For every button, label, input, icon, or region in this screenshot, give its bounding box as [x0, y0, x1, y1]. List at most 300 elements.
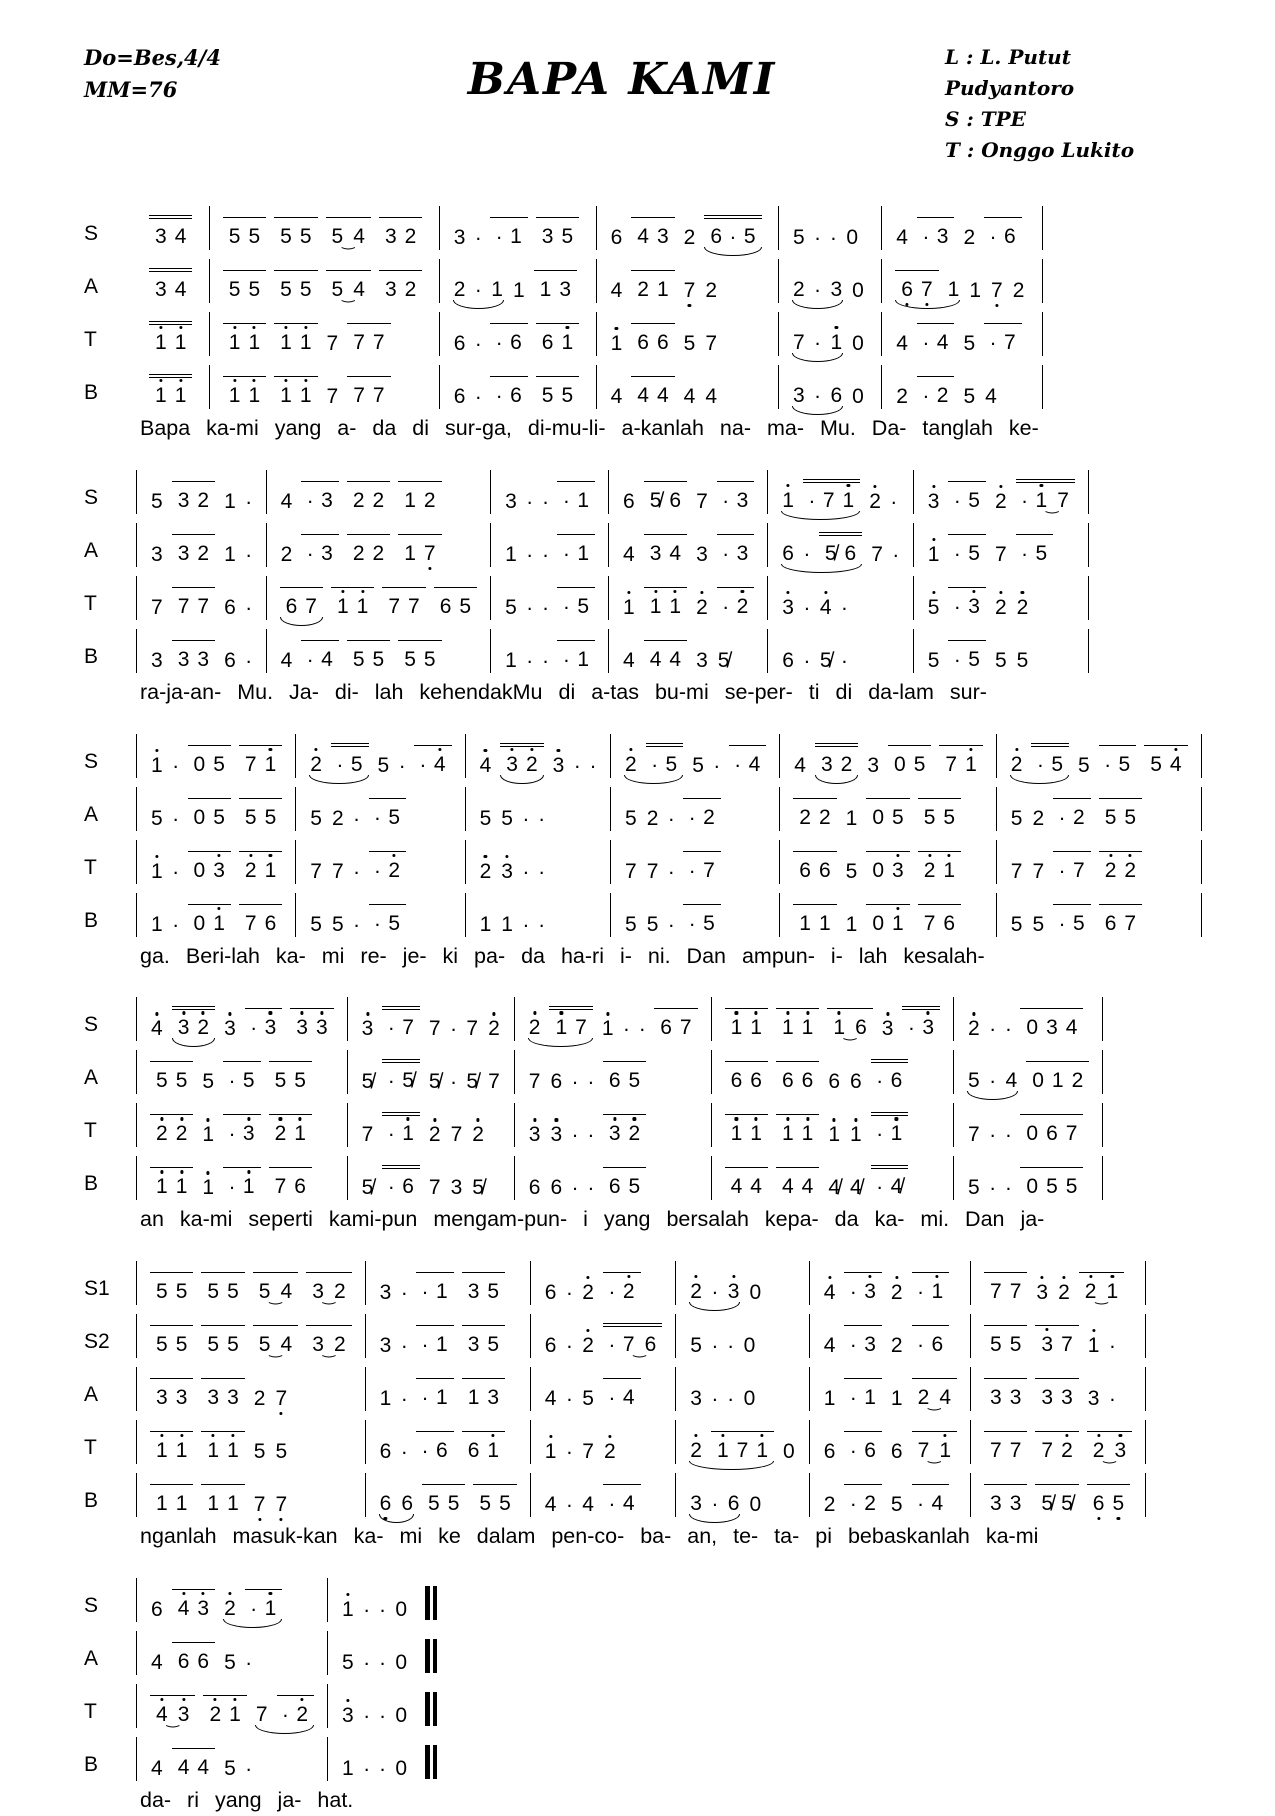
note-token: [730, 1017, 744, 1038]
note: 3: [361, 1017, 374, 1041]
note-token: [1012, 280, 1026, 301]
note-token: [863, 1440, 877, 1461]
note-token: [845, 914, 859, 935]
duration-dot: .: [841, 591, 848, 615]
note: 7: [1124, 911, 1137, 935]
beam-group: [725, 1061, 768, 1092]
measure: [136, 1737, 327, 1781]
note: 4: [177, 1596, 190, 1620]
note-token: [403, 649, 417, 670]
note-token: [394, 1705, 408, 1726]
measure: [778, 206, 881, 250]
note: 7: [372, 331, 385, 354]
note: 3: [1009, 1386, 1022, 1410]
note-token: [509, 385, 523, 406]
note-token: [423, 543, 437, 564]
note-token: [423, 649, 437, 670]
note-token: [695, 650, 709, 671]
slur-group: [777, 479, 864, 512]
note: 4: [823, 1334, 836, 1358]
note: 7: [244, 752, 257, 776]
note-token: [748, 1494, 762, 1515]
note: 3: [501, 859, 513, 883]
duration-dot: .: [922, 221, 929, 244]
beam-group: [274, 323, 317, 354]
beam-group: [711, 1431, 774, 1462]
note-token: [936, 385, 950, 406]
note: 3: [1041, 1333, 1054, 1357]
measure: [347, 1050, 514, 1094]
slur-group: [700, 215, 765, 248]
beam-group: [646, 743, 684, 776]
duration-dot: .: [917, 1329, 924, 1353]
note: 7: [646, 859, 659, 883]
note-token: [622, 544, 636, 565]
note: 2: [792, 278, 805, 301]
note: 7: [1009, 1439, 1022, 1463]
note: 4: [151, 1650, 163, 1674]
note-token: [562, 537, 570, 564]
note: 5: [1016, 648, 1029, 672]
voice-label: S: [84, 749, 99, 773]
note-token: [228, 1065, 236, 1091]
duration-dot: .: [566, 1436, 573, 1460]
note-token: [589, 749, 597, 776]
note-token: [1050, 754, 1064, 775]
note-token: [628, 1123, 642, 1144]
duration-dot: .: [307, 537, 314, 561]
note: 2: [818, 805, 831, 829]
note: 4: [610, 385, 623, 408]
beam-group: [683, 904, 721, 935]
note-token: [890, 1176, 904, 1197]
tie-icon: ‿: [633, 1341, 646, 1359]
note-token: [1005, 1070, 1019, 1091]
note: 5: [299, 278, 312, 301]
note-token: [792, 227, 806, 248]
note-token: [504, 597, 518, 618]
note-token: [150, 650, 164, 671]
note: 2: [404, 225, 417, 248]
duration-dot: .: [954, 643, 961, 667]
note-token: [1104, 860, 1118, 881]
duration-dot: .: [572, 1119, 578, 1143]
note-token: [223, 1018, 237, 1039]
note-token: [428, 1071, 442, 1092]
note-token: [1060, 1440, 1074, 1461]
note-token: [900, 279, 914, 300]
note: 2: [331, 806, 344, 830]
beam-group: [290, 1008, 333, 1039]
credit-source: S : TPE: [945, 107, 1026, 131]
note: 2: [310, 752, 322, 776]
note: 5: [156, 1333, 168, 1357]
measure: [295, 840, 464, 884]
beam-group: [347, 481, 390, 512]
note: 1: [801, 1122, 814, 1146]
note: 1: [864, 1386, 876, 1410]
note-token: [793, 755, 807, 776]
measure: [675, 1420, 808, 1464]
beam-group: [844, 1484, 882, 1515]
beam-group: [603, 1167, 646, 1198]
note: 6: [610, 226, 623, 249]
note-token: [450, 1013, 458, 1039]
duration-dot: .: [814, 274, 821, 297]
voice-label: B: [84, 1489, 99, 1513]
note-token: [398, 749, 406, 776]
note-token: [989, 221, 997, 247]
note-token: [581, 1388, 595, 1409]
beam-group: [239, 745, 282, 776]
note-token: [695, 491, 709, 512]
note-token: [549, 1071, 563, 1092]
note-token: [748, 754, 762, 775]
key-tempo-block: [84, 42, 299, 105]
note: 2: [628, 1122, 641, 1146]
note: 5: [151, 489, 163, 513]
tie-icon: ‿: [322, 1288, 335, 1306]
note: 2: [869, 489, 881, 513]
note: 6: [669, 488, 682, 512]
note: 3: [453, 226, 466, 249]
note: 6: [644, 1333, 657, 1357]
duration-dot: .: [808, 484, 815, 508]
note: 4: [656, 384, 669, 407]
note: 5: [350, 752, 363, 776]
rest-note: 0: [395, 1703, 408, 1727]
note-token: [1058, 854, 1066, 881]
beam-group: [277, 1695, 315, 1726]
measure: [675, 1261, 808, 1305]
note: 3: [264, 1016, 277, 1040]
slur-group: [963, 1065, 1022, 1093]
note-token: [428, 1177, 442, 1198]
note: 5: [628, 1175, 641, 1199]
note-token: [1009, 1334, 1023, 1355]
note: 2: [690, 1280, 702, 1304]
note: 2: [333, 1333, 346, 1357]
note: 4: [622, 1386, 635, 1410]
voice-label: S2: [84, 1330, 110, 1354]
note-token: [989, 1065, 997, 1091]
measure: [490, 470, 608, 514]
note: 3: [384, 278, 397, 301]
beam-group: [1035, 1431, 1078, 1462]
note-token: [193, 754, 207, 775]
note-token: [538, 802, 546, 829]
beam-group: [150, 1378, 193, 1409]
staff-system: [84, 995, 1205, 1235]
note: 2: [637, 278, 649, 301]
note-token: [387, 596, 401, 617]
note: 4: [479, 753, 492, 777]
beam-group: [172, 1748, 215, 1779]
note-token: [1040, 1387, 1054, 1408]
note-token: [822, 490, 836, 511]
beam-group: [172, 1006, 215, 1039]
measure: [608, 629, 767, 673]
measure: [970, 1367, 1146, 1411]
note-token: [196, 543, 210, 564]
note-token: [622, 491, 636, 512]
note: 6: [656, 331, 669, 354]
note: 6: [828, 1070, 841, 1094]
note-token: [174, 279, 188, 300]
note-token: [226, 1440, 240, 1461]
note: 3: [312, 1333, 324, 1357]
note-token: [814, 380, 822, 406]
note-token: [372, 332, 386, 353]
note: 1: [845, 806, 858, 830]
note-token: [439, 596, 453, 617]
note: 5: [1073, 911, 1085, 935]
note-token: [279, 226, 293, 247]
beam-group: [866, 904, 909, 935]
note-token: [1087, 1388, 1101, 1409]
duration-dot: .: [989, 1065, 996, 1089]
note-token: [565, 1277, 573, 1303]
duration-dot: .: [727, 1383, 734, 1407]
note-token: [622, 650, 636, 671]
slur-group: [685, 1276, 744, 1304]
note: 5: [228, 225, 241, 248]
slur-group: [685, 1488, 744, 1516]
note: 4: [819, 595, 832, 619]
note-token: [554, 1017, 568, 1038]
note-token: [649, 596, 663, 617]
note: 4: [669, 541, 682, 565]
rest-note: 0: [852, 332, 864, 355]
note: 5: [228, 278, 241, 301]
measure: [778, 259, 881, 303]
note-token: [264, 807, 278, 828]
beam-group: [917, 323, 955, 354]
note: 2: [352, 488, 365, 512]
note-token: [936, 226, 950, 247]
beam-group: [1087, 1484, 1130, 1515]
beam-group: [603, 1114, 646, 1145]
note: 7: [1004, 331, 1016, 354]
duration-dot: .: [588, 1172, 594, 1196]
duration-dot: .: [876, 1065, 883, 1089]
note-token: [255, 1704, 269, 1725]
note: 7: [582, 1440, 594, 1464]
note: 2: [1061, 1439, 1073, 1463]
duration-dot: .: [379, 1646, 386, 1670]
note: 5: [227, 1333, 239, 1357]
duration-dot: .: [908, 1012, 915, 1036]
note-token: [562, 484, 570, 511]
measure: [996, 787, 1202, 831]
duration-dot: .: [730, 221, 736, 244]
note-token: [177, 543, 191, 564]
beam-group: [150, 1484, 193, 1515]
note: 6: [823, 1440, 836, 1464]
beam-group: [871, 1112, 909, 1145]
beam-group: [776, 1061, 819, 1092]
note-token: [274, 1388, 288, 1409]
measure: [136, 1684, 327, 1728]
note-token: [196, 1757, 210, 1778]
measure: [996, 893, 1202, 937]
note-token: [228, 226, 242, 247]
note: 6: [931, 1333, 944, 1357]
note: 6: [177, 1649, 190, 1673]
note: 5: [404, 647, 416, 671]
slur-group: [168, 1006, 219, 1039]
measure: [778, 312, 881, 356]
note: 7: [275, 1493, 288, 1517]
note: 1: [539, 278, 552, 301]
beam-group: [223, 217, 266, 248]
note: 3: [1061, 1386, 1073, 1410]
note: 1: [969, 279, 982, 302]
note: 5: [646, 912, 659, 936]
note-token: [849, 1124, 863, 1145]
note-token: [245, 591, 253, 618]
measure: [136, 1578, 327, 1622]
measure: [809, 1314, 970, 1358]
note: 4: [197, 1755, 210, 1779]
beam-group: [871, 1165, 909, 1198]
beam-group: [902, 1006, 940, 1039]
note: 3: [927, 489, 940, 513]
note-token: [403, 490, 417, 511]
note-token: [683, 280, 697, 301]
duration-dot: .: [1005, 1119, 1012, 1143]
measure: [266, 629, 491, 673]
rest-note: 0: [395, 1650, 408, 1674]
note-token: [1035, 1282, 1049, 1303]
note: 2: [703, 805, 715, 829]
note-token: [668, 490, 682, 511]
beam-group: [984, 1484, 1027, 1515]
note: 4: [280, 1280, 293, 1304]
note-token: [845, 227, 859, 248]
note-token: [876, 1171, 884, 1197]
note-token: [372, 385, 386, 406]
note-token: [196, 596, 210, 617]
note: 5: [156, 1069, 168, 1093]
note-token: [798, 913, 812, 934]
note-token: [736, 490, 750, 511]
measure: [881, 259, 1043, 303]
note: 1: [555, 1016, 568, 1040]
note-token: [500, 914, 514, 935]
note: 3: [922, 1016, 934, 1040]
note-token: [404, 279, 418, 300]
note: 3: [342, 1703, 354, 1727]
duration-dot: .: [422, 1329, 428, 1353]
note-token: [823, 1388, 837, 1409]
beam-group: [717, 481, 755, 512]
note: 5: [459, 594, 472, 618]
note-token: [453, 227, 467, 248]
beam-group: [201, 1378, 244, 1409]
note: 7: [402, 1016, 414, 1040]
note: 1: [842, 488, 855, 512]
duration-dot: .: [496, 221, 503, 244]
note-token: [435, 1281, 449, 1302]
note-token: [155, 1493, 169, 1514]
note: 5: [561, 225, 574, 248]
note: 1: [227, 1439, 239, 1463]
note: 5: [743, 225, 756, 248]
note-token: [944, 754, 958, 775]
note: 5: [923, 805, 936, 829]
note-token: [172, 855, 180, 882]
measure: [608, 576, 767, 620]
note-token: [352, 490, 366, 511]
note: 7: [1057, 488, 1069, 512]
beam-group: [1099, 745, 1137, 776]
note: 2: [253, 1387, 266, 1411]
measure: [779, 840, 996, 884]
note-token: [967, 1177, 981, 1198]
measure: [514, 1156, 711, 1200]
beam-group: [866, 798, 909, 829]
note-token: [435, 1387, 449, 1408]
note-token: [150, 1599, 164, 1620]
note: 1: [577, 488, 589, 512]
note: 5: [242, 1069, 255, 1093]
duration-dot: .: [814, 327, 821, 350]
note: 5: [625, 806, 637, 830]
note-token: [361, 1071, 375, 1092]
note-token: [927, 597, 941, 618]
note: 6: [608, 1175, 621, 1199]
rest-note: 0: [1026, 1016, 1039, 1040]
note-token: [610, 280, 624, 301]
voice-label: B: [84, 1752, 99, 1776]
note-token: [196, 1651, 210, 1672]
note-token: [704, 386, 718, 407]
measure: [881, 365, 1043, 409]
measure: [610, 893, 779, 937]
measure: [970, 1261, 1146, 1305]
beam-group: [1031, 743, 1069, 776]
duration-dot: .: [363, 1593, 370, 1617]
note-token: [542, 591, 550, 618]
note: 2: [582, 1281, 594, 1305]
note-token: [309, 808, 323, 829]
note-token: [849, 1382, 857, 1408]
note-token: [1104, 807, 1118, 828]
beam-group: [416, 1325, 454, 1356]
note: 4: [1005, 1069, 1018, 1093]
note: 1: [669, 594, 682, 618]
note-token: [576, 543, 590, 564]
beam-group: [984, 1325, 1027, 1356]
note-token: [223, 491, 237, 512]
note-token: [379, 1646, 387, 1673]
note: 1: [299, 384, 312, 407]
slur-group: [1006, 743, 1073, 776]
note-token: [486, 1281, 500, 1302]
note: 7: [177, 594, 190, 618]
note-token: [863, 1493, 877, 1514]
note: 4: [781, 1175, 794, 1199]
beam-group: [729, 745, 767, 776]
note-token: [581, 1441, 595, 1462]
note-token: [890, 485, 898, 512]
note-token: [177, 1598, 191, 1619]
note-token: [285, 596, 299, 617]
beam-group: [1020, 1167, 1083, 1198]
measure: [809, 1420, 970, 1464]
note: 1: [155, 384, 167, 407]
